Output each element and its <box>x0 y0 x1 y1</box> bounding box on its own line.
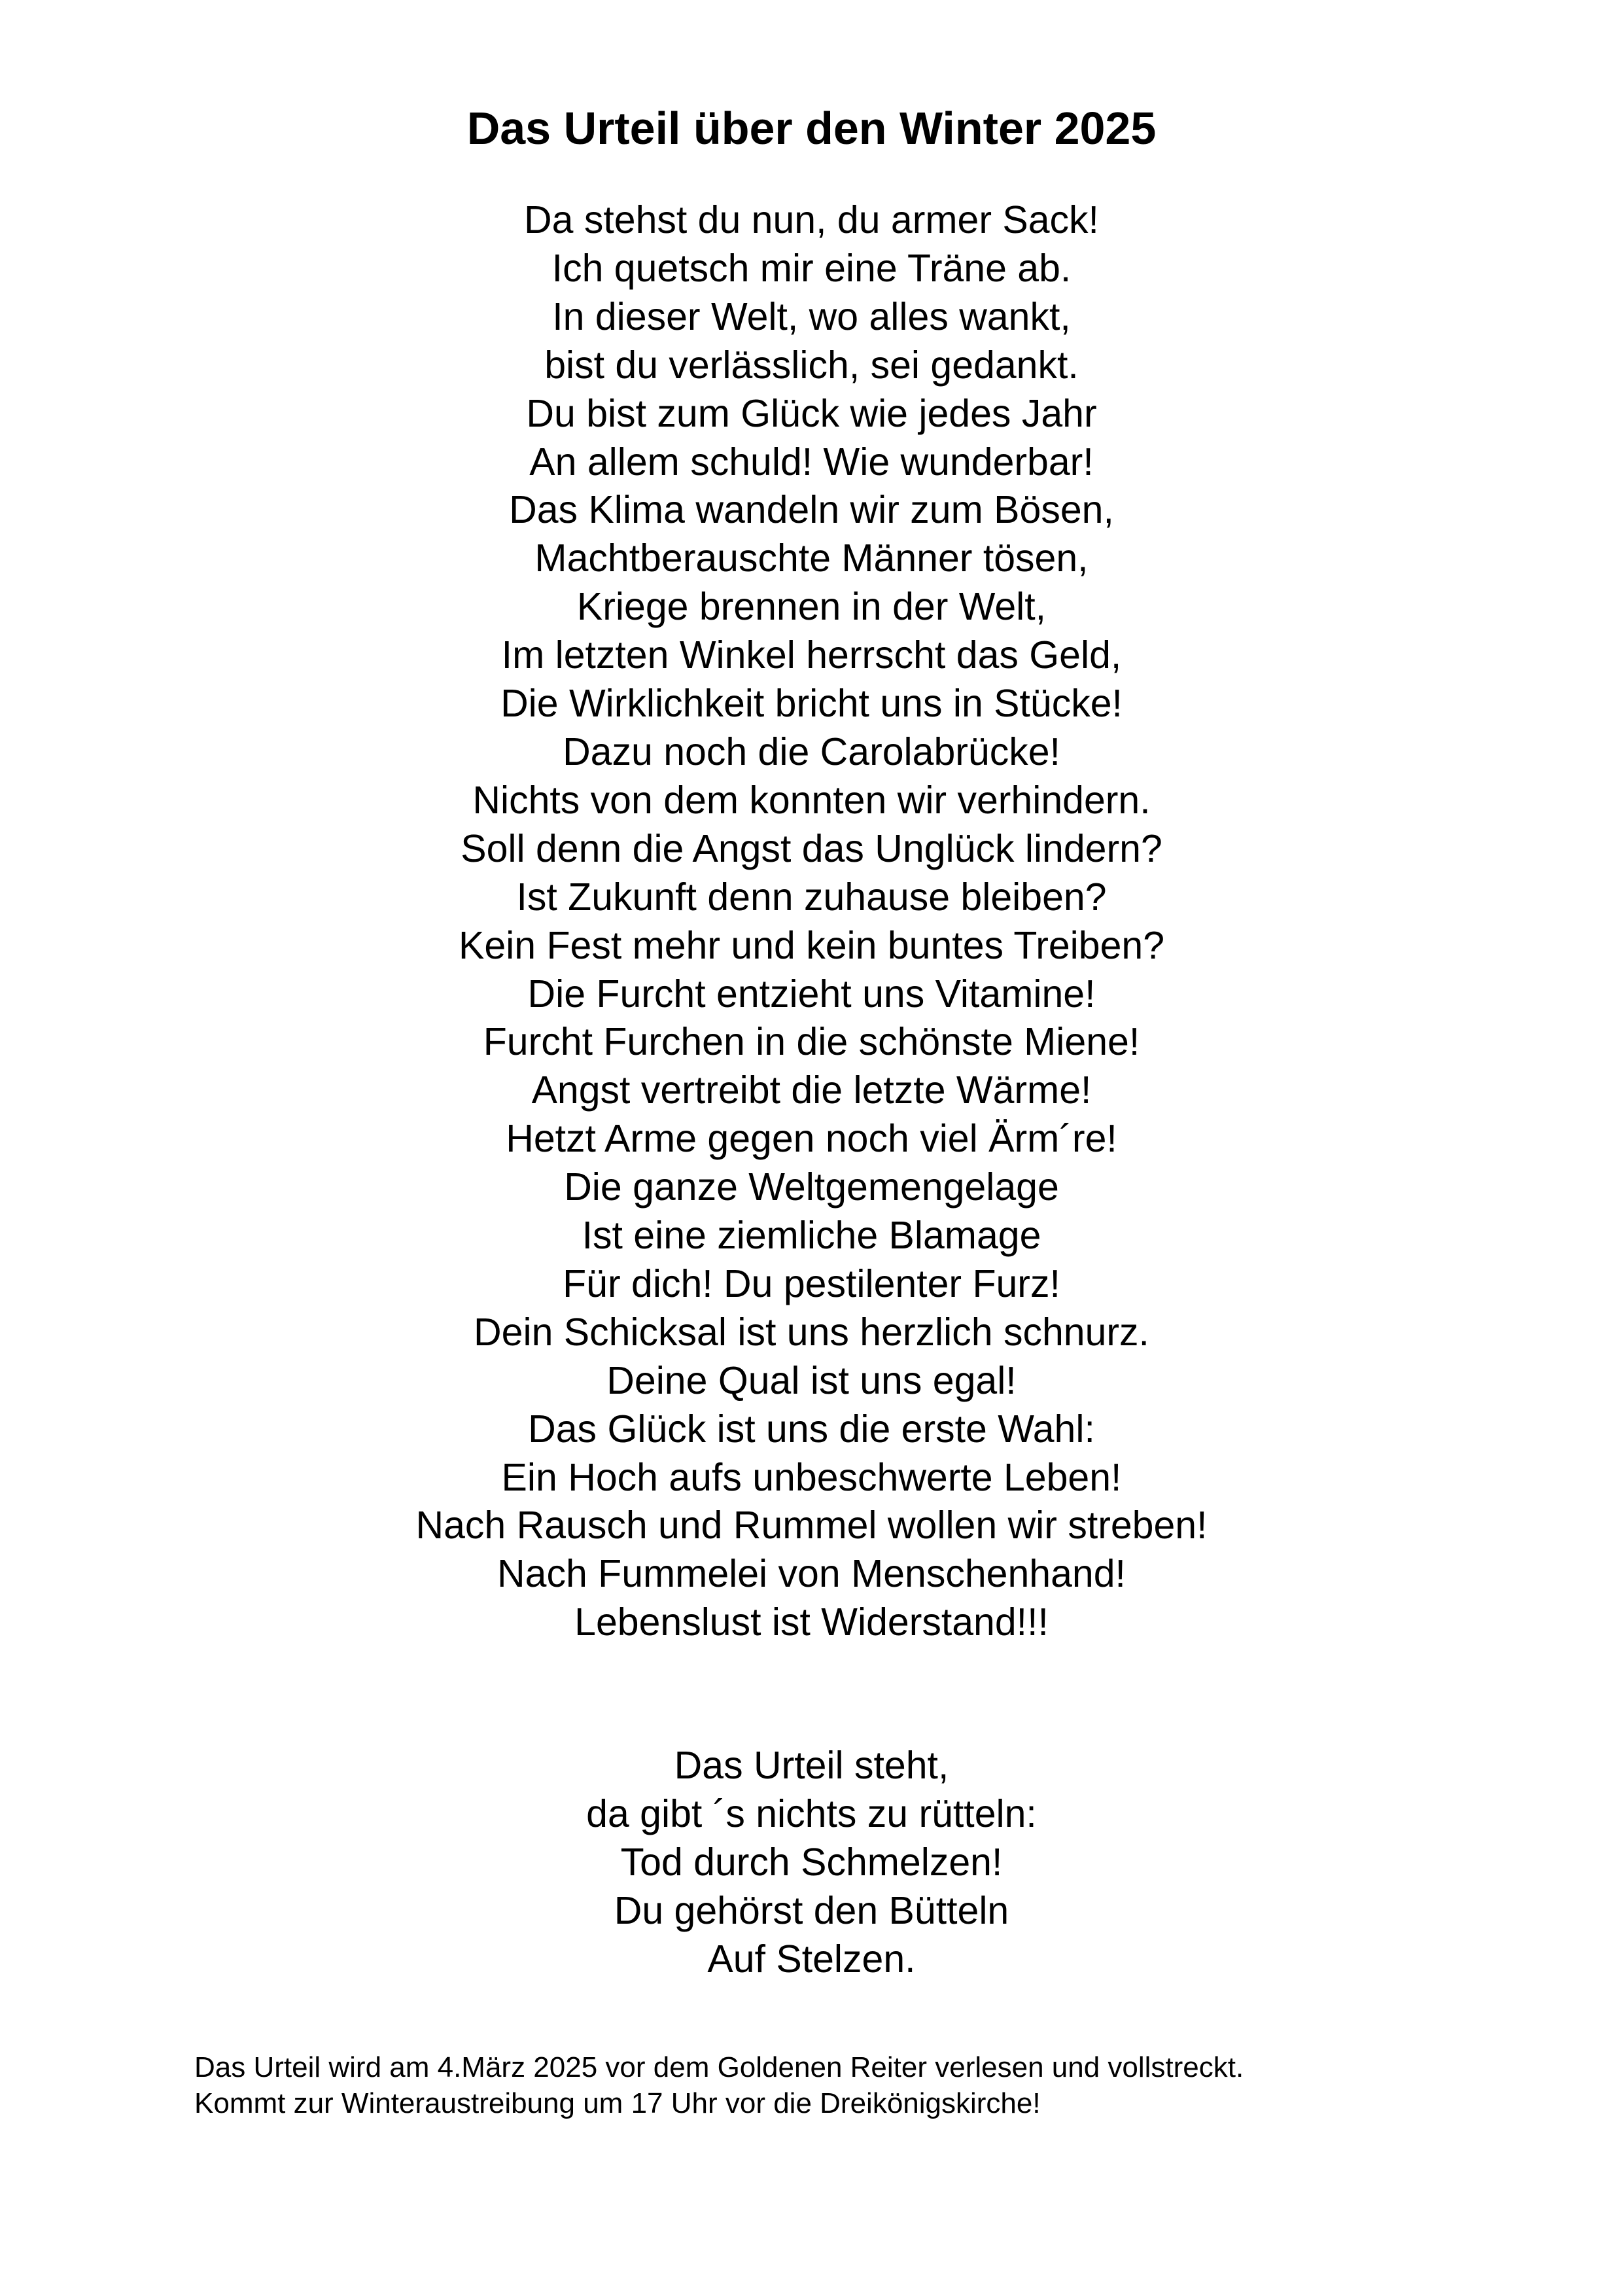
poem-line: Nach Fummelei von Menschenhand! <box>497 1552 1126 1596</box>
poem-line: Furcht Furchen in die schönste Miene! <box>483 1020 1140 1064</box>
poem-line: Hetzt Arme gegen noch viel Ärm´re! <box>506 1117 1117 1161</box>
poem-body <box>0 196 1623 1647</box>
footer-notice <box>194 2049 1244 2121</box>
poem-line: Da stehst du nun, du armer Sack! <box>524 198 1099 241</box>
verdict-line: Du gehörst den Bütteln <box>614 1888 1009 1932</box>
poem-line: Die Furcht entzieht uns Vitamine! <box>527 972 1096 1016</box>
poem-line: Dazu noch die Carolabrücke! <box>563 730 1060 773</box>
poem-line: Im letzten Winkel herrscht das Geld, <box>501 633 1122 677</box>
poem-line: Ein Hoch aufs unbeschwerte Leben! <box>501 1455 1122 1499</box>
poem-line: Ist Zukunft denn zuhause bleiben? <box>516 875 1107 919</box>
poem-line: Ich quetsch mir eine Träne ab. <box>551 246 1072 290</box>
footer-line: Das Urteil wird am 4.März 2025 vor dem Goldenen Reiter verlesen und vollstreckt. <box>194 2051 1244 2083</box>
poem-line: In dieser Welt, wo alles wankt, <box>552 294 1071 338</box>
verdict-stanza <box>0 1742 1623 1984</box>
poem-line: An allem schuld! Wie wunderbar! <box>529 440 1094 484</box>
poem-line: bist du verlässlich, sei gedankt. <box>544 343 1079 387</box>
document-title: Das Urteil über den Winter 2025 <box>466 103 1157 154</box>
poem-line: Das Glück ist uns die erste Wahl: <box>528 1407 1095 1451</box>
verdict-line: Das Urteil steht, <box>674 1744 949 1787</box>
poem-line: Soll denn die Angst das Unglück lindern? <box>461 826 1162 870</box>
poem-line: Das Klima wandeln wir zum Bösen, <box>509 488 1114 532</box>
poem-line: Machtberauschte Männer tösen, <box>534 537 1089 580</box>
poem-line: Nichts von dem konnten wir verhindern. <box>472 778 1151 822</box>
verdict-line: da gibt ´s nichts zu rütteln: <box>586 1792 1037 1835</box>
poem-line: Kriege brennen in der Welt, <box>576 585 1047 629</box>
poem-line: Nach Rausch und Rummel wollen wir streben! <box>415 1504 1208 1547</box>
verdict-line: Auf Stelzen. <box>707 1937 916 1981</box>
poem-line: Du bist zum Glück wie jedes Jahr <box>526 391 1097 435</box>
poem-line: Lebenslust ist Widerstand!!! <box>574 1600 1049 1644</box>
poem-line: Angst vertreibt die letzte Wärme! <box>531 1069 1092 1112</box>
poem-line: Die Wirklichkeit bricht uns in Stücke! <box>500 682 1123 726</box>
poem-line: Für dich! Du pestilenter Furz! <box>563 1262 1060 1305</box>
poem-line: Kein Fest mehr und kein buntes Treiben? <box>458 923 1165 967</box>
poem-line: Ist eine ziemliche Blamage <box>582 1214 1041 1258</box>
footer-line: Kommt zur Winteraustreibung um 17 Uhr vor die Dreikönigskirche! <box>194 2087 1041 2119</box>
poem-line: Deine Qual ist uns egal! <box>606 1358 1017 1402</box>
poem-line: Die ganze Weltgemengelage <box>564 1165 1059 1209</box>
poem-line: Dein Schicksal ist uns herzlich schnurz. <box>474 1310 1149 1354</box>
verdict-line: Tod durch Schmelzen! <box>620 1840 1003 1884</box>
